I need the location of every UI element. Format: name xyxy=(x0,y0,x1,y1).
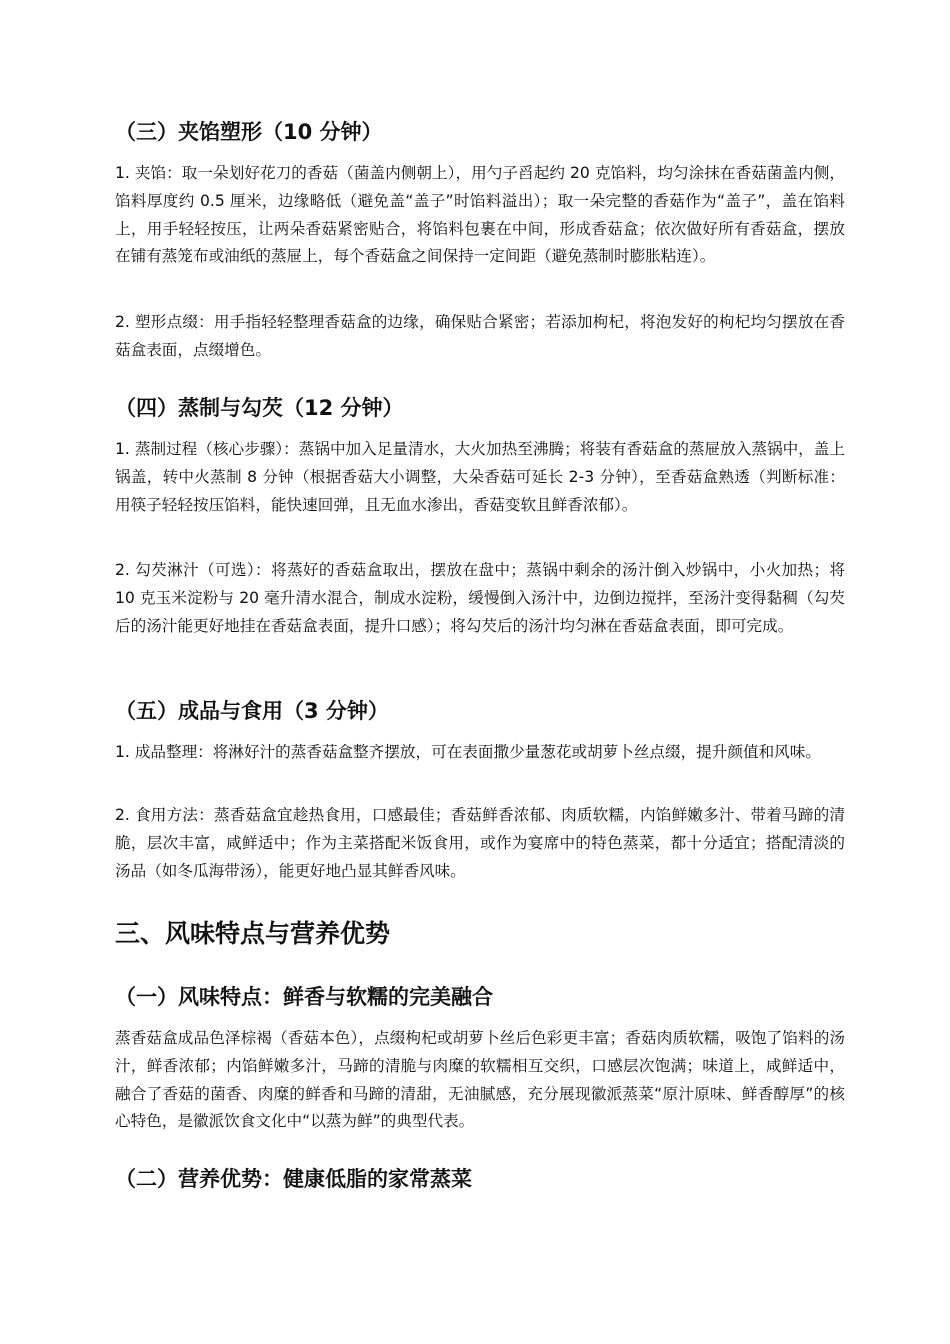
paragraph-flavor: 蒸香菇盒成品色泽棕褐（香菇本色），点缀枸杞或胡萝卜丝后色彩更丰富；香菇肉质软糯，吸饱了馅料的汤汁，鲜香浓郁；内馅鲜嫩多汁，马蹄的清脆与肉糜的软糯相互交织，口感层次饱满；味道上，咸鲜适中，融合了香菇的菌香、肉糜的鲜香和马蹄的清甜，无油腻感，充分展现徽派蒸菜“原汁原味、鲜香醇厚”的核心特色，是徽派饮食文化中“以蒸为鲜”的典型代表。 xyxy=(115,1029,845,1131)
subsection-heading-2: （二）营养优势：健康低脂的家常蒸菜 xyxy=(115,1167,472,1191)
paragraph-steaming: 1. 蒸制过程（核心步骤）：蒸锅中加入足量清水，大火加热至沸腾；将装有香菇盒的蒸屉放入蒸锅中，盖上锅盖，转中火蒸制 8 分钟（根据香菇大小调整，大朵香菇可延长 2-3 分钟），至香菇盒熟透（判断标准：用筷子轻轻按压馅料，能快速回弹，且无血水渗出，香菇变软且鲜香浓郁）。 xyxy=(115,440,845,514)
section-heading-4: （四）蒸制与勾芡（12 分钟） xyxy=(115,396,404,420)
paragraph-finishing: 1. 成品整理：将淋好汁的蒸香菇盒整齐摆放，可在表面撒少量葱花或胡萝卜丝点缀，提升颜值和风味。 xyxy=(115,743,821,761)
subsection-heading-1: （一）风味特点：鲜香与软糯的完美融合 xyxy=(115,985,493,1009)
paragraph-shaping: 2. 塑形点缀：用手指轻轻整理香菇盒的边缘，确保贴合紧密；若添加枸杞，将泡发好的枸杞均匀摆放在香菇盒表面，点缀增色。 xyxy=(115,313,845,359)
section-heading-3: （三）夹馅塑形（10 分钟） xyxy=(115,120,383,144)
section-heading-5: （五）成品与食用（3 分钟） xyxy=(115,699,389,723)
chapter-heading-3: 三、风味特点与营养优势 xyxy=(115,919,391,948)
paragraph-stuffing: 1. 夹馅：取一朵划好花刀的香菇（菌盖内侧朝上），用勺子舀起约 20 克馅料，均匀涂抹在香菇菌盖内侧，馅料厚度约 0.5 厘米，边缘略低（避免盖“盖子”时馅料溢出）；取一朵完整的香菇作为“盖子”，盖在馅料上，用手轻轻按压，让两朵香菇紧密贴合，将馅料包裹在中间，形成香菇盒；依次做好所有香菇盒，摆放在铺有蒸笼布或油纸的蒸屉上，每个香菇盒之间保持一定间距（避免蒸制时膨胀粘连）。 xyxy=(115,164,845,266)
paragraph-thickening: 2. 勾芡淋汁（可选）：将蒸好的香菇盒取出，摆放在盘中；蒸锅中剩余的汤汁倒入炒锅中，小火加热；将 10 克玉米淀粉与 20 毫升清水混合，制成水淀粉，缓慢倒入汤汁中，边倒边搅拌，至汤汁变得黏稠（勾芡后的汤汁能更好地挂在香菇盒表面，提升口感）；将勾芡后的汤汁均匀淋在香菇盒表面，即可完成。 xyxy=(115,561,845,635)
paragraph-serving: 2. 食用方法：蒸香菇盒宜趁热食用，口感最佳；香菇鲜香浓郁、肉质软糯，内馅鲜嫩多汁、带着马蹄的清脆，层次丰富，咸鲜适中；作为主菜搭配米饭食用，或作为宴席中的特色蒸菜，都十分适宜；搭配清淡的汤品（如冬瓜海带汤），能更好地凸显其鲜香风味。 xyxy=(115,806,845,880)
